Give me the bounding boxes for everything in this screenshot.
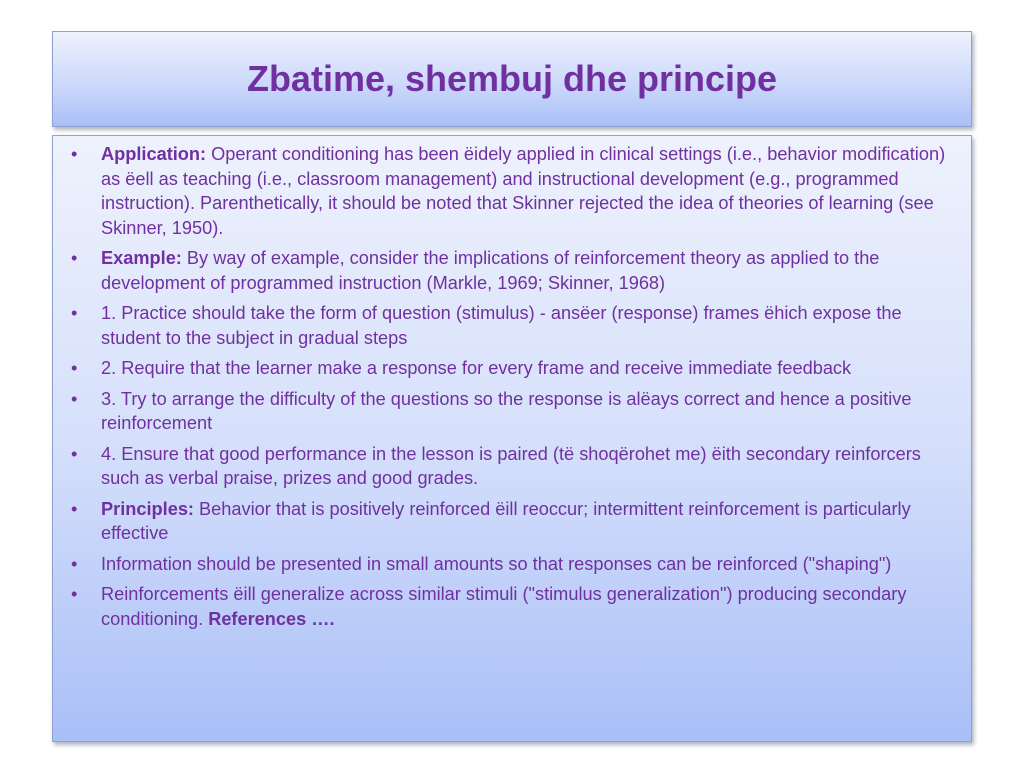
list-item xyxy=(63,442,961,491)
bullet-marker: • xyxy=(71,443,78,464)
slide-title: Zbatime, shembuj dhe principe xyxy=(246,58,778,99)
item-lead: Example: xyxy=(101,248,182,268)
title-box xyxy=(52,31,972,127)
list-item xyxy=(63,387,961,436)
bullet-marker: • xyxy=(71,358,78,378)
item-text: 3. Try to arrange the difficulty of the questions so the response is alëays correct and hence a positive reinforcement xyxy=(101,388,912,433)
bullet-list xyxy=(63,142,961,631)
item-text: 4. Ensure that good performance in the lesson is paired (të shoqërohet me) ëith secondary reinforcers such as verbal praise, prizes and good grades. xyxy=(101,443,921,488)
item-lead: Application: xyxy=(101,144,207,164)
bullet-marker: • xyxy=(71,248,78,268)
item-lead: Principles: xyxy=(101,498,194,519)
bullet-marker: • xyxy=(71,303,78,323)
bullet-marker: • xyxy=(71,388,78,409)
item-text: 1. Practice should take the form of question (stimulus) - ansëer (response) frames ëhich expose the student to the subject in gradual steps xyxy=(101,303,902,348)
bullet-marker: • xyxy=(71,553,78,574)
bullet-marker: • xyxy=(71,584,78,604)
item-text: Operant conditioning has been ëidely applied in clinical settings (i.e., behavior modification) as ëell as teaching (i.e., classroom management) and instructional development (e.g., programmed instruction). Parenthetically, it should be noted that Skinner rejected the idea of theories of learning (see Skinner, 1950). xyxy=(101,144,946,238)
content-box xyxy=(52,135,972,742)
bullet-marker: • xyxy=(71,498,78,519)
item-text: Reinforcements ëill generalize across similar stimuli ("stimulus generalization") producing secondary conditioning. xyxy=(101,584,907,629)
list-item xyxy=(63,356,961,381)
list-item xyxy=(63,582,961,631)
item-text: Behavior that is positively reinforced ëill reoccur; intermittent reinforcement is particularly effective xyxy=(101,498,911,543)
references-link: References …. xyxy=(208,608,335,629)
list-item xyxy=(63,497,961,546)
item-text: By way of example, consider the implications of reinforcement theory as applied to the development of programmed instruction (Markle, 1969; Skinner, 1968) xyxy=(101,248,880,293)
list-item xyxy=(63,142,961,240)
list-item xyxy=(63,301,961,350)
list-item xyxy=(63,246,961,295)
list-item xyxy=(63,552,961,577)
item-text: Information should be presented in small amounts so that responses can be reinforced ("shaping") xyxy=(101,553,892,574)
bullet-marker: • xyxy=(71,144,78,164)
item-text: 2. Require that the learner make a response for every frame and receive immediate feedback xyxy=(101,358,852,378)
